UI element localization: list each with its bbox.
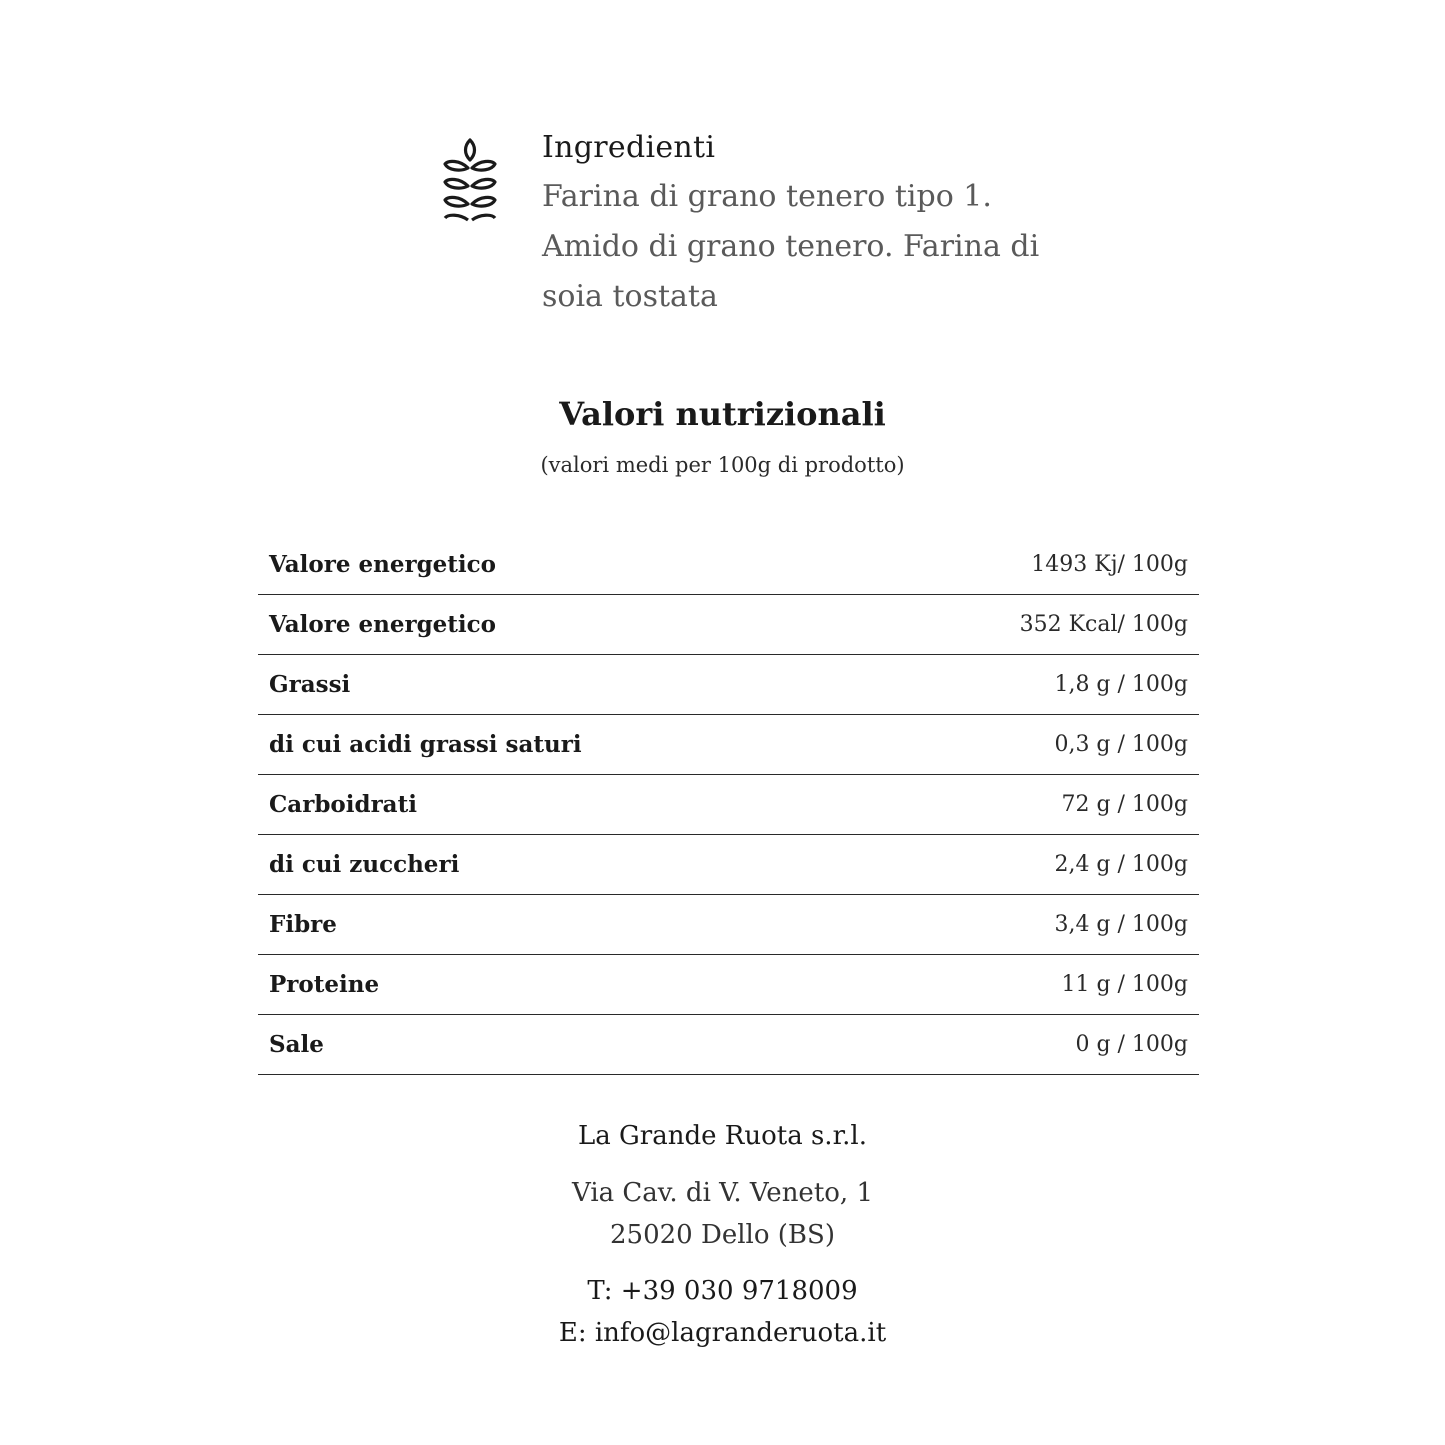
address-line: Via Cav. di V. Veneto, 1 — [572, 1178, 873, 1208]
nutrient-value: 3,4 g / 100g — [1054, 912, 1188, 937]
nutrition-row — [258, 715, 1199, 775]
nutrition-row — [258, 955, 1199, 1015]
nutrient-label: di cui zuccheri — [269, 851, 460, 878]
nutrient-label: Grassi — [269, 671, 351, 698]
nutrient-label: Valore energetico — [269, 551, 497, 578]
nutrient-label: Sale — [269, 1031, 324, 1058]
nutrient-label: di cui acidi grassi saturi — [269, 731, 582, 758]
nutrient-value: 0,3 g / 100g — [1054, 732, 1188, 757]
nutrition-row — [258, 895, 1199, 955]
company-name: La Grande Ruota s.r.l. — [578, 1121, 867, 1151]
ingredients-list — [542, 172, 1062, 322]
nutrition-title: Valori nutrizionali — [559, 395, 886, 433]
nutrient-label: Fibre — [269, 911, 337, 938]
company-footer — [0, 1116, 1445, 1354]
nutrition-row — [258, 655, 1199, 715]
nutrition-table — [258, 535, 1199, 1075]
nutrient-value: 1,8 g / 100g — [1054, 672, 1188, 697]
nutrient-label: Proteine — [269, 971, 380, 998]
ingredients-line: soia tostata — [542, 279, 718, 314]
nutrient-value: 352 Kcal/ 100g — [1019, 612, 1188, 637]
nutrient-value: 72 g / 100g — [1061, 792, 1188, 817]
ingredients-line: Amido di grano tenero. Farina di — [542, 229, 1040, 264]
nutrition-row — [258, 835, 1199, 895]
company-address — [0, 1172, 1445, 1256]
nutrient-value: 1493 Kj/ 100g — [1031, 552, 1188, 577]
nutrient-value: 11 g / 100g — [1061, 972, 1188, 997]
phone-number: T: +39 030 9718009 — [587, 1276, 858, 1306]
nutrient-label: Carboidrati — [269, 791, 417, 818]
nutrition-subtitle: (valori medi per 100g di prodotto) — [540, 453, 905, 477]
company-contacts — [0, 1270, 1445, 1354]
wheat-icon — [440, 138, 500, 222]
nutrient-value: 0 g / 100g — [1075, 1032, 1188, 1057]
nutrition-row — [258, 1015, 1199, 1075]
address-line: 25020 Dello (BS) — [610, 1220, 835, 1250]
nutrition-row — [258, 775, 1199, 835]
nutrition-row — [258, 595, 1199, 655]
nutrient-label: Valore energetico — [269, 611, 497, 638]
nutrient-value: 2,4 g / 100g — [1054, 852, 1188, 877]
ingredients-title: Ingredienti — [542, 130, 716, 165]
email-address: E: info@lagranderuota.it — [558, 1318, 887, 1348]
nutrition-row — [258, 535, 1199, 595]
ingredients-line: Farina di grano tenero tipo 1. — [542, 179, 992, 214]
